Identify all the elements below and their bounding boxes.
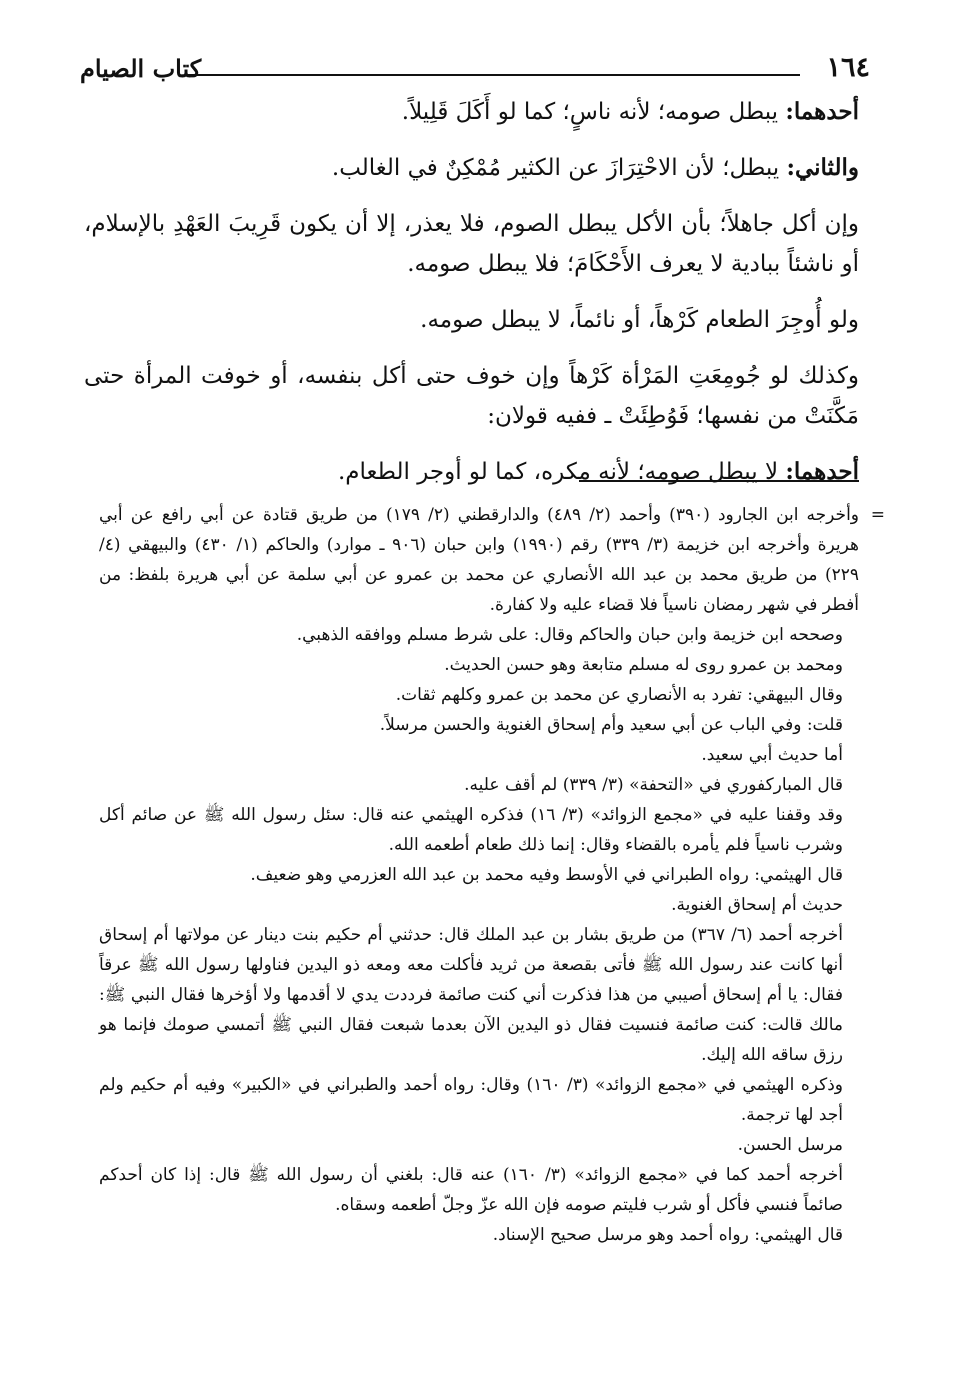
page-number: ١٦٤: [826, 52, 870, 83]
paragraph: ولو أُوجِرَ الطعام كَرْهاً، أو نائماً، لا يبطل صومه.: [420, 307, 859, 333]
footnote-paragraph: قلت: وفي الباب عن أبي سعيد وأم إسحاق الغنوية والحسن مرسلاً.: [379, 715, 843, 735]
paragraph: [84, 148, 859, 188]
paragraph-text: يبطل صومه؛ لأنه ناسٍ؛ كما لو أَكَلَ قَلِيلاً.: [401, 99, 786, 125]
book-title: كتاب الصيام: [80, 54, 202, 83]
footnote-paragraph: وقال البيهقي: تفرد به الأنصاري عن محمد بن عمرو وكلهم ثقات.: [395, 685, 843, 705]
footnote-paragraph: مرسل الحسن.: [737, 1135, 843, 1155]
paragraph-text: يبطل؛ لأن الاحْتِرَازَ عن الكثير مُمْكِنٌ في الغالب.: [331, 155, 787, 181]
header-rule: [188, 74, 800, 76]
footnote-paragraph: حديث أم إسحاق الغنوية.: [671, 895, 843, 915]
paragraph: [84, 452, 859, 492]
footnote-paragraph: قال الهيثمي: رواه الطبراني في الأوسط وفيه محمد بن عبد الله العزرمي وهو ضعيف.: [250, 865, 843, 885]
paragraph-lead: والثاني:: [786, 154, 859, 181]
continuation-marker: =: [870, 505, 885, 525]
footnote-paragraph: أما حديث أبي سعيد.: [701, 745, 843, 765]
footnote-paragraph: قال الهيثمي: رواه أحمد وهو مرسل صحيح الإسناد.: [492, 1225, 843, 1245]
footnote-paragraph: أخرجه أحمد (٦/ ٣٦٧) من طريق بشار بن عبد الملك قال: حدثني أم حكيم بنت دينار عن مولاتها أم إسحاق أنها كانت عند رسول الله ﷺ فأتى بقصعة من ثريد فأكلت معه ومعه ذو اليدين فناولها رسول الله ﷺ عرقاً فقال: يا أم إسحاق أصيبي من هذا فذكرت أني كنت صائمة فرددت يدي لا أقدمها ولا أؤخرها فقال النبي ﷺ: مالك قالت: كنت صائمة فنسيت فقال ذو اليدين الآن بعدما شبعت فقال النبي ﷺ أتمسي صومك فإنما هو رزق ساقه الله إليك.: [99, 925, 843, 1065]
paragraph-lead: أحدهما:: [785, 458, 859, 485]
footnote-paragraph: أخرجه أحمد كما في «مجمع الزوائد» (٣/ ١٦٠) عنه قال: بلغني أن رسول الله ﷺ قال: إذا كان أحدكم صائماً فنسي فأكل أو شرب فليتم صومه فإن الله عزّ وجلّ أطعمه وسقاه.: [99, 1165, 843, 1215]
footnote-paragraph: ومحمد بن عمرو روى له مسلم متابعة وهو حسن الحديث.: [444, 655, 843, 675]
main-text: [84, 92, 859, 492]
paragraph-text: لا يبطل صومه؛ لأنه مكره، كما لو أوجر الطعام.: [337, 459, 786, 485]
page-header: [80, 52, 870, 92]
footnote-separator: [579, 480, 859, 482]
footnote-paragraph: وصححه ابن خزيمة وابن حبان والحاكم وقال: على شرط مسلم ووافقه الذهبي.: [296, 625, 843, 645]
footnotes: [99, 500, 885, 1250]
paragraph-lead: أحدهما:: [785, 98, 859, 125]
footnote-paragraph: وذكره الهيثمي في «مجمع الزوائد» (٣/ ١٦٠) وقال: رواه أحمد والطبراني في «الكبير» وفيه أم حكيم ولم أجد لها ترجمة.: [99, 1075, 844, 1125]
footnote-paragraph: وقد وقفنا عليه في «مجمع الزوائد» (٣/ ١٦) فذكره الهيثمي عنه قال: سئل رسول الله ﷺ عن صائم أكل وشرب ناسياً فلم يأمره بالقضاء وقال: إنما ذلك طعام أطعمه الله.: [99, 805, 843, 855]
paragraph: [84, 92, 859, 132]
paragraph: وكذلك لو جُومِعَتِ المَرْأة كَرْهاً وإن خوف حتى أكل بنفسه، أو خوفت المرأة حتى مَكَّنَتْ من نفسها؛ فَوُطِئَتْ ـ ففيه قولان:: [84, 363, 859, 429]
footnote-paragraph: قال المباركفوري في «التحفة» (٣/ ٣٣٩) لم أقف عليه.: [464, 775, 843, 795]
footnote-paragraph: وأخرجه ابن الجارود (٣٩٠) وأحمد (٢/ ٤٨٩) والدارقطني (٢/ ١٧٩) من طريق قتادة عن أبي رافع عن أبي هريرة وأخرجه ابن خزيمة (٣/ ٣٣٩) رقم (١٩٩٠) وابن حبان (٩٠٦ ـ موارد) والحاكم (١/ ٤٣٠) والبيهقي (٤/ ٢٢٩) من طريق محمد بن عبد الله الأنصاري عن محمد بن عمرو عن أبي سلمة عن أبي هريرة بلفظ: من أفطر في شهر رمضان ناسياً فلا قضاء عليه ولا كفارة.: [99, 505, 859, 615]
paragraph: وإن أكل جاهلاً؛ بأن الأكل يبطل الصوم، فلا يعذر، إلا أن يكون قَرِيبَ العَهْدِ بالإسلام، أو ناشئاً ببادية لا يعرف الأَحْكَامَ؛ فلا يبطل صومه.: [84, 211, 859, 277]
